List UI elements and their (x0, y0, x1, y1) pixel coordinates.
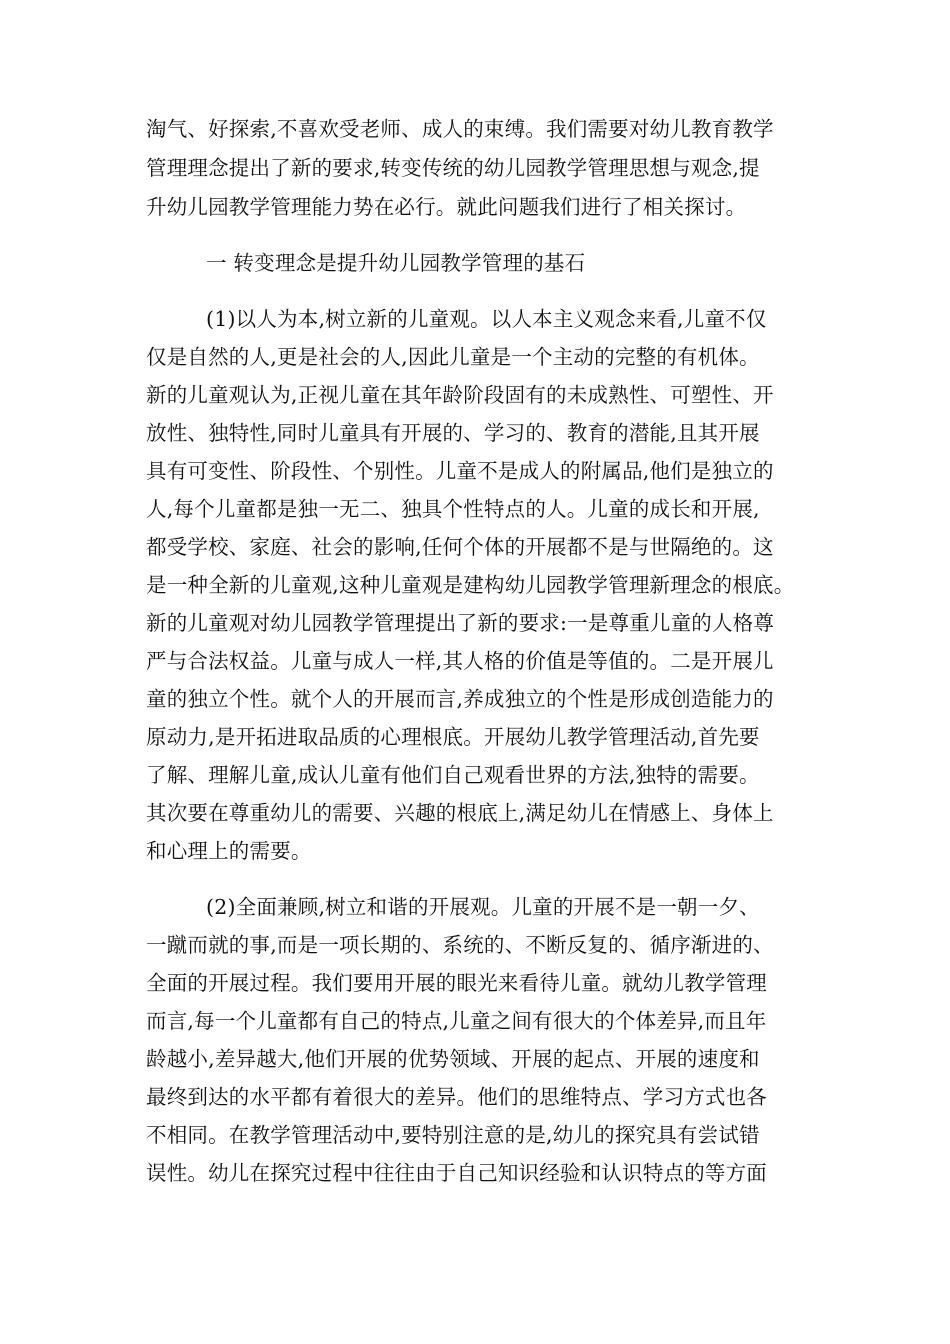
text-line: 和心理上的需要。 (146, 839, 312, 863)
text-line: 最终到达的水平都有着很大的差异。他们的思维特点、学习方式也各 (146, 1085, 767, 1109)
text-line: 新的儿童观认为,正视儿童在其年龄阶段固有的未成熟性、可塑性、开 (146, 383, 774, 407)
text-line: 童的独立个性。就个人的开展而言,养成独立的个性是形成创造能力的 (146, 687, 774, 711)
text-line: 严与合法权益。儿童与成人一样,其人格的价值是等值的。二是开展儿 (146, 649, 774, 673)
text-line: 误性。幼儿在探究过程中往往由于自己知识经验和认识特点的等方面 (146, 1161, 767, 1185)
text-line: (2)全面兼顾,树立和谐的开展观。儿童的开展不是一朝一夕、 (206, 895, 760, 919)
text-line: 人,每个儿童都是独一无二、独具个性特点的人。儿童的成长和开展, (146, 497, 760, 521)
text-line: 而言,每一个儿童都有自己的特点,儿童之间有很大的个体差异,而且年 (146, 1009, 767, 1033)
text-line: 不相同。在教学管理活动中,要特别注意的是,幼儿的探究具有尝试错 (146, 1123, 760, 1147)
section-heading: 一 转变理念是提升幼儿园教学管理的基石 (206, 251, 586, 275)
text-line: 管理理念提出了新的要求,转变传统的幼儿园教学管理思想与观念,提 (146, 156, 760, 180)
text-line: (1)以人为本,树立新的儿童观。以人本主义观念来看,儿童不仅 (206, 307, 767, 331)
text-line: 其次要在尊重幼儿的需要、兴趣的根底上,满足幼儿在情感上、身体上 (146, 801, 774, 825)
text-line: 了解、理解儿童,成认儿童有他们自己观看世界的方法,独特的需要。 (146, 763, 760, 787)
text-line: 龄越小,差异越大,他们开展的优势领域、开展的起点、开展的速度和 (146, 1047, 760, 1071)
text-line: 是一种全新的儿童观,这种儿童观是建构幼儿园教学管理新理念的根底。 (146, 573, 795, 597)
text-line: 仅是自然的人,更是社会的人,因此儿童是一个主动的完整的有机体。 (146, 345, 760, 369)
text-line: 新的儿童观对幼儿园教学管理提出了新的要求:一是尊重儿童的人格尊 (146, 611, 775, 635)
text-line: 升幼儿园教学管理能力势在必行。就此问题我们进行了相关探讨。 (146, 195, 747, 219)
text-line: 一蹴而就的事,而是一项长期的、系统的、不断反复的、循序渐进的、 (146, 933, 774, 957)
text-line: 原动力,是开拓进取品质的心理根底。开展幼儿教学管理活动,首先要 (146, 725, 760, 749)
text-line: 具有可变性、阶段性、个别性。儿童不是成人的附属品,他们是独立的 (146, 459, 774, 483)
text-line: 淘气、好探索,不喜欢受老师、成人的束缚。我们需要对幼儿教育教学 (146, 117, 774, 141)
text-line: 全面的开展过程。我们要用开展的眼光来看待儿童。就幼儿教学管理 (146, 971, 767, 995)
text-line: 放性、独特性,同时儿童具有开展的、学习的、教育的潜能,且其开展 (146, 421, 760, 445)
text-line: 都受学校、家庭、社会的影响,任何个体的开展都不是与世隔绝的。这 (146, 535, 774, 559)
